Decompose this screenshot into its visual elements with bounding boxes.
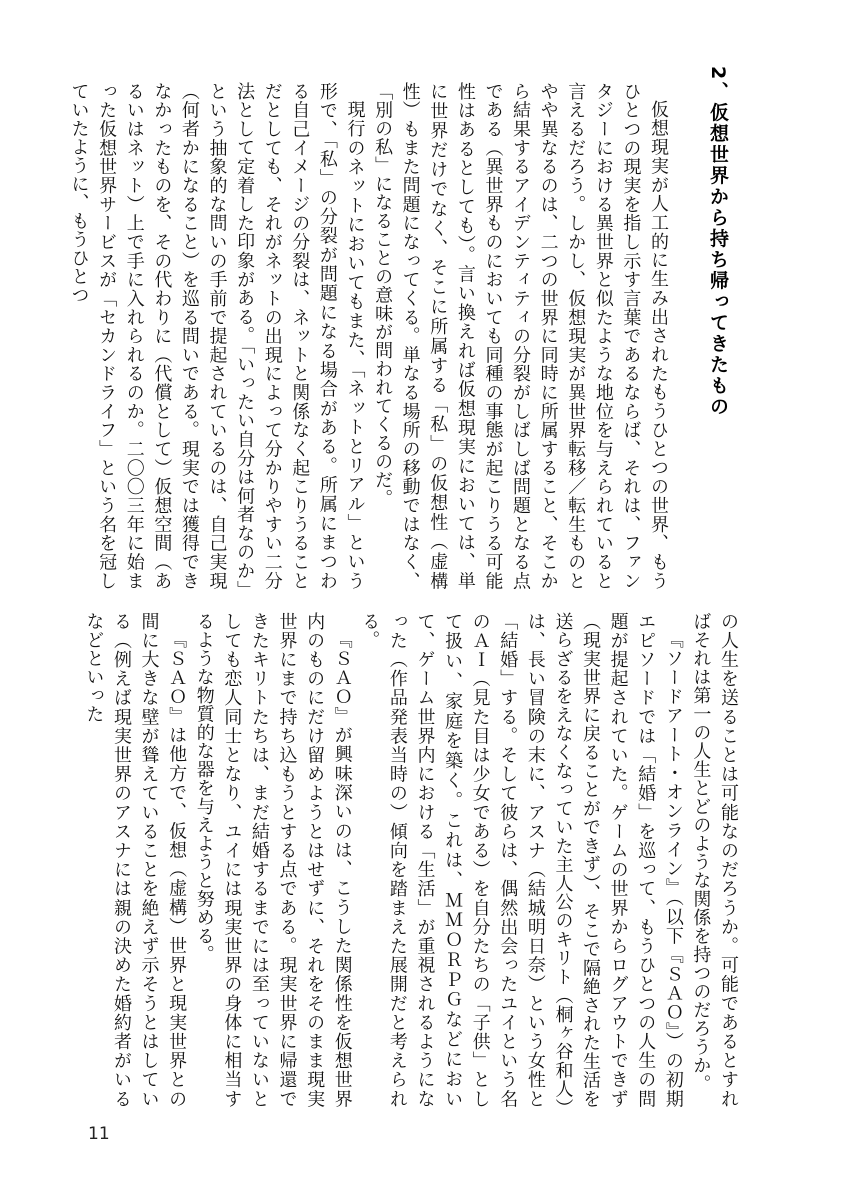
- bottom-text-block: [82, 612, 742, 1108]
- paragraph: 現行のネットにおいてもまた、「ネットとリアル」という形で、「私」の分裂が問題になる場合がある。所属にまつわる自己イメージの分裂は、ネットと関係なく起こりうることだとしても、それがネットの出現によって分かりやすい二分法として定着した印象がある。「いったい自分は何者なのか」という抽象的な問いの手前で提起されているのは、自己実現（何者かになること）を巡る問いである。現実では獲得できなかったものを、その代わりに（代償として）仮想空間（あるいはネット）上で手に入れられるのか。二〇〇三年に始まった仮想世界サービスが「セカンドライフ」という名を冠していたように、もうひとつ: [68, 82, 366, 590]
- paragraph: 『ソードアート・オンライン』（以下『ＳＡＯ』）の初期エピソードでは「結婚」を巡って、もうひとつの人生の問題が提起されていた。ゲームの世界からログアウトできず（現実世界に戻ることができず）、そこで隔絶された生活を送らざるをえなくなっていた主人公のキリト（桐ヶ谷和人）は、長い冒険の末に、アスナ（結城明日奈）という女性と「結婚」する。そして彼らは、偶然出会ったユイという名のＡＩ（見た目は少女である）を自分たちの「子供」として扱い、家庭を築く。これは、ＭＭＯＲＰＧなどにおいて、ゲーム世界内における「生活」が重視されるようになった（作品発表当時の）傾向を踏まえた展開だと考えられる。: [359, 612, 684, 1109]
- page-number: 11: [88, 1124, 110, 1144]
- paragraph: 『ＳＡＯ』は他方で、仮想（虚構）世界と現実世界との間に大きな壁が聳えていることを絶えず示そうとはしている（例えば現実世界のアスナには親の決めた婚約者がいるなどといった: [83, 612, 188, 1108]
- section-heading: 2、仮想世界から持ち帰ってきたもの: [707, 66, 729, 418]
- paragraph: 『ＳＡＯ』が興味深いのは、こうした関係性を仮想世界内のものにだけ留めようとはせずに、それをそのまま現実世界にまで持ち込もうとする点である。現実世界に帰還できたキリトたちは、まだ結婚するまでには至っていないとしても恋人同士となり、ユイには現実世界の身体に相当するような物質的な器を与えようと努める。: [193, 612, 353, 1108]
- top-text-block: [68, 82, 672, 590]
- paragraph: 仮想現実が人工的に生み出されたもうひとつの世界、もうひとつの現実を指し示す言葉であるならば、それは、ファンタジーにおける異世界と似たような地位を与えられていると言えるだろう。しかし、仮想現実が異世界転移／転生ものとやや異なるのは、二つの世界に同時に所属すること、そこから結果するアイデンティティの分裂がしばしば問題となる点である（異世界ものにおいても同種の事態が起こりうる可能性はあるとしても）。言い換えれば仮想現実においては、単に世界だけでなく、そこに所属する「私」の仮想性（虚構性）もまた問題になってくる。単なる場所の移動ではなく、「別の私」になることの意味が問われてくるのだ。: [372, 82, 669, 590]
- paragraph: の人生を送ることは可能なのだろうか。可能であるとすればそれは第一の人生とどのような関係を持つのだろうか。: [690, 612, 739, 1108]
